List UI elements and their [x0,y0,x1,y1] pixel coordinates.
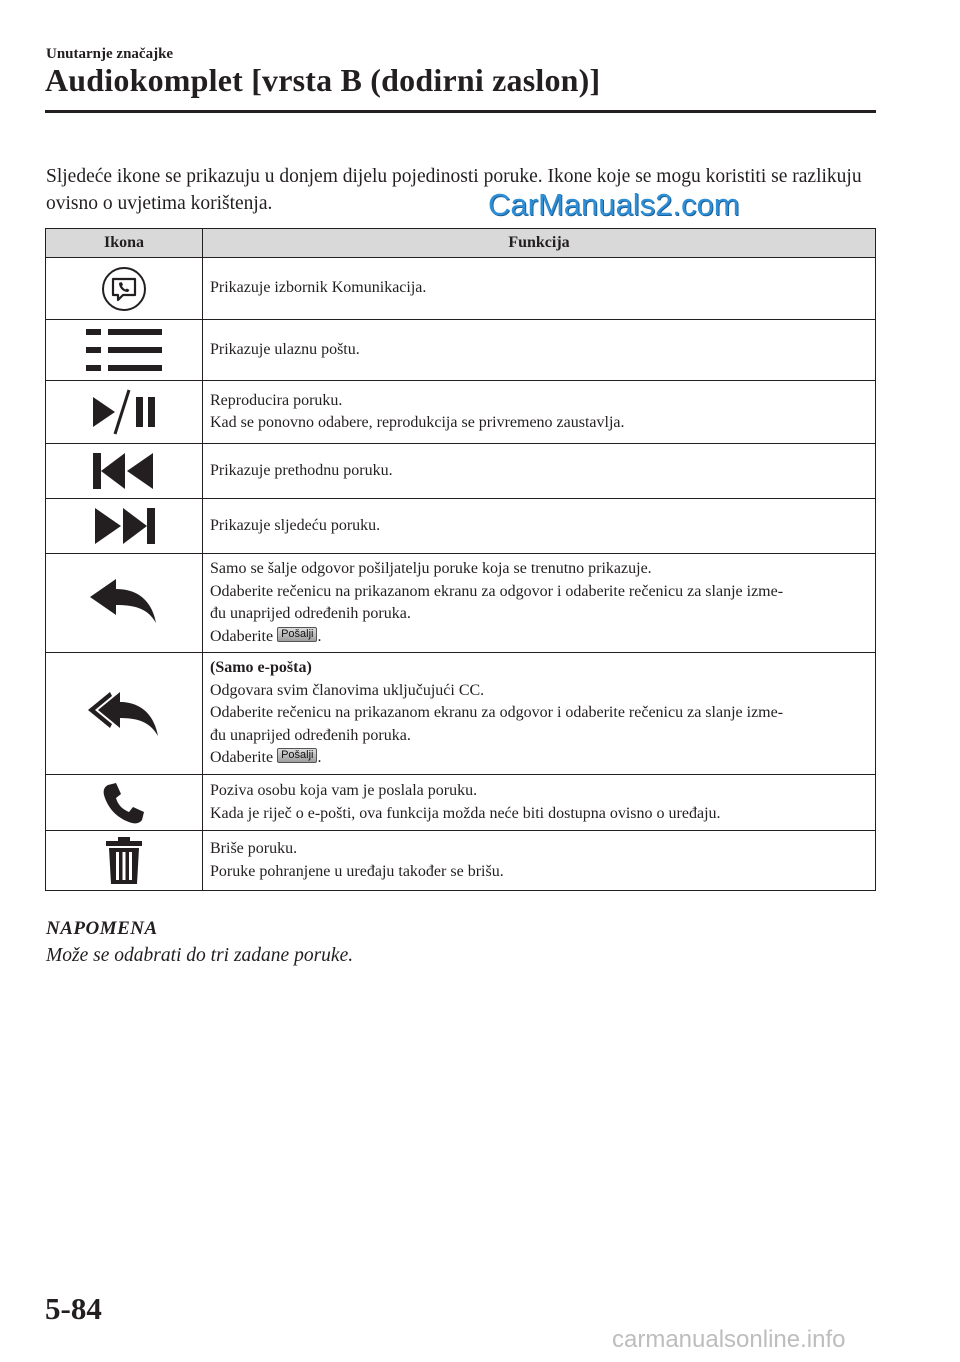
select-prefix: Odaberite [210,749,278,767]
function-text: Prikazuje sljedeću poruku. [210,516,381,534]
play-pause-icon [89,387,159,437]
page-title: Audiokomplet [vrsta B (dodirni zaslon)] [45,62,601,98]
function-text: Odgovara svim članovima uključujući CC. [210,681,485,699]
function-text: Briše poruku. [210,840,298,857]
column-header-icon: Ikona [46,229,203,258]
function-text: đu unaprijed određenih poruka. [210,605,411,622]
function-text: Prikazuje prethodnu poruku. [210,461,393,479]
function-text: đu unaprijed određenih poruka. [210,726,411,744]
table-row [46,320,876,381]
function-text: Samo se šalje odgovor pošiljatelju poruke koja se trenutno prikazuje. [210,560,652,577]
select-suffix: . [317,749,322,767]
table-row [46,444,876,499]
note-title: NAPOMENA [46,918,158,939]
function-text: Poruke pohranjene u uređaju također se brišu. [210,862,504,880]
function-text: Odaberite rečenicu na prikazanom ekranu za odgovor i odaberite rečenicu za slanje izme- [210,582,784,600]
table-row [46,831,876,891]
send-button-image: Pošalji [277,627,317,642]
section-label: Unutarnje značajke [46,46,174,62]
page-number: 5-84 [45,1291,102,1326]
note-text: Može se odabrati do tri zadane poruke. [46,945,354,966]
table-row [46,775,876,831]
table-header-row [46,229,876,258]
send-button-image: Pošalji [277,748,317,763]
table-row [46,653,876,775]
function-text: Prikazuje ulaznu poštu. [210,340,360,358]
communication-icon [101,266,147,312]
reply-icon [88,577,160,629]
function-text: Poziva osobu koja vam je poslala poruku. [210,782,478,799]
function-text: Kad se ponovno odabere, reprodukcija se privremeno zaustavlja. [210,414,625,431]
table-row [46,258,876,320]
icon-table [45,228,876,891]
intro-paragraph: Sljedeće ikone se prikazuju u donjem dijelu pojedinosti poruke. Ikone koje se mogu koristiti se razlikuju ovisno o uvjetima korištenja. [46,166,862,214]
reply-all-icon [86,688,162,740]
column-header-function: Funkcija [203,229,876,258]
trash-icon [104,836,144,886]
select-suffix: . [317,627,322,645]
function-text: Kada je riječ o e-pošti, ova funkcija možda neće biti dostupna ovisno o uređaju. [210,804,721,822]
watermark-top: CarManuals2.com [488,187,740,222]
table-row [46,381,876,444]
function-text: Prikazuje izbornik Komunikacija. [210,279,427,297]
table-row [46,499,876,554]
function-text: Odaberite rečenicu na prikazanom ekranu za odgovor i odaberite rečenicu za slanje izme- [210,704,784,722]
previous-track-icon [91,450,157,492]
select-prefix: Odaberite [210,627,278,645]
title-rule [45,110,876,113]
phone-icon [102,781,146,825]
watermark-bottom: carmanualsonline.info [612,1326,846,1353]
list-icon [84,327,164,373]
function-text: Reproducira poruku. [210,391,343,409]
table-row [46,554,876,653]
next-track-icon [91,505,157,547]
email-only-label: (Samo e-pošta) [210,659,312,677]
